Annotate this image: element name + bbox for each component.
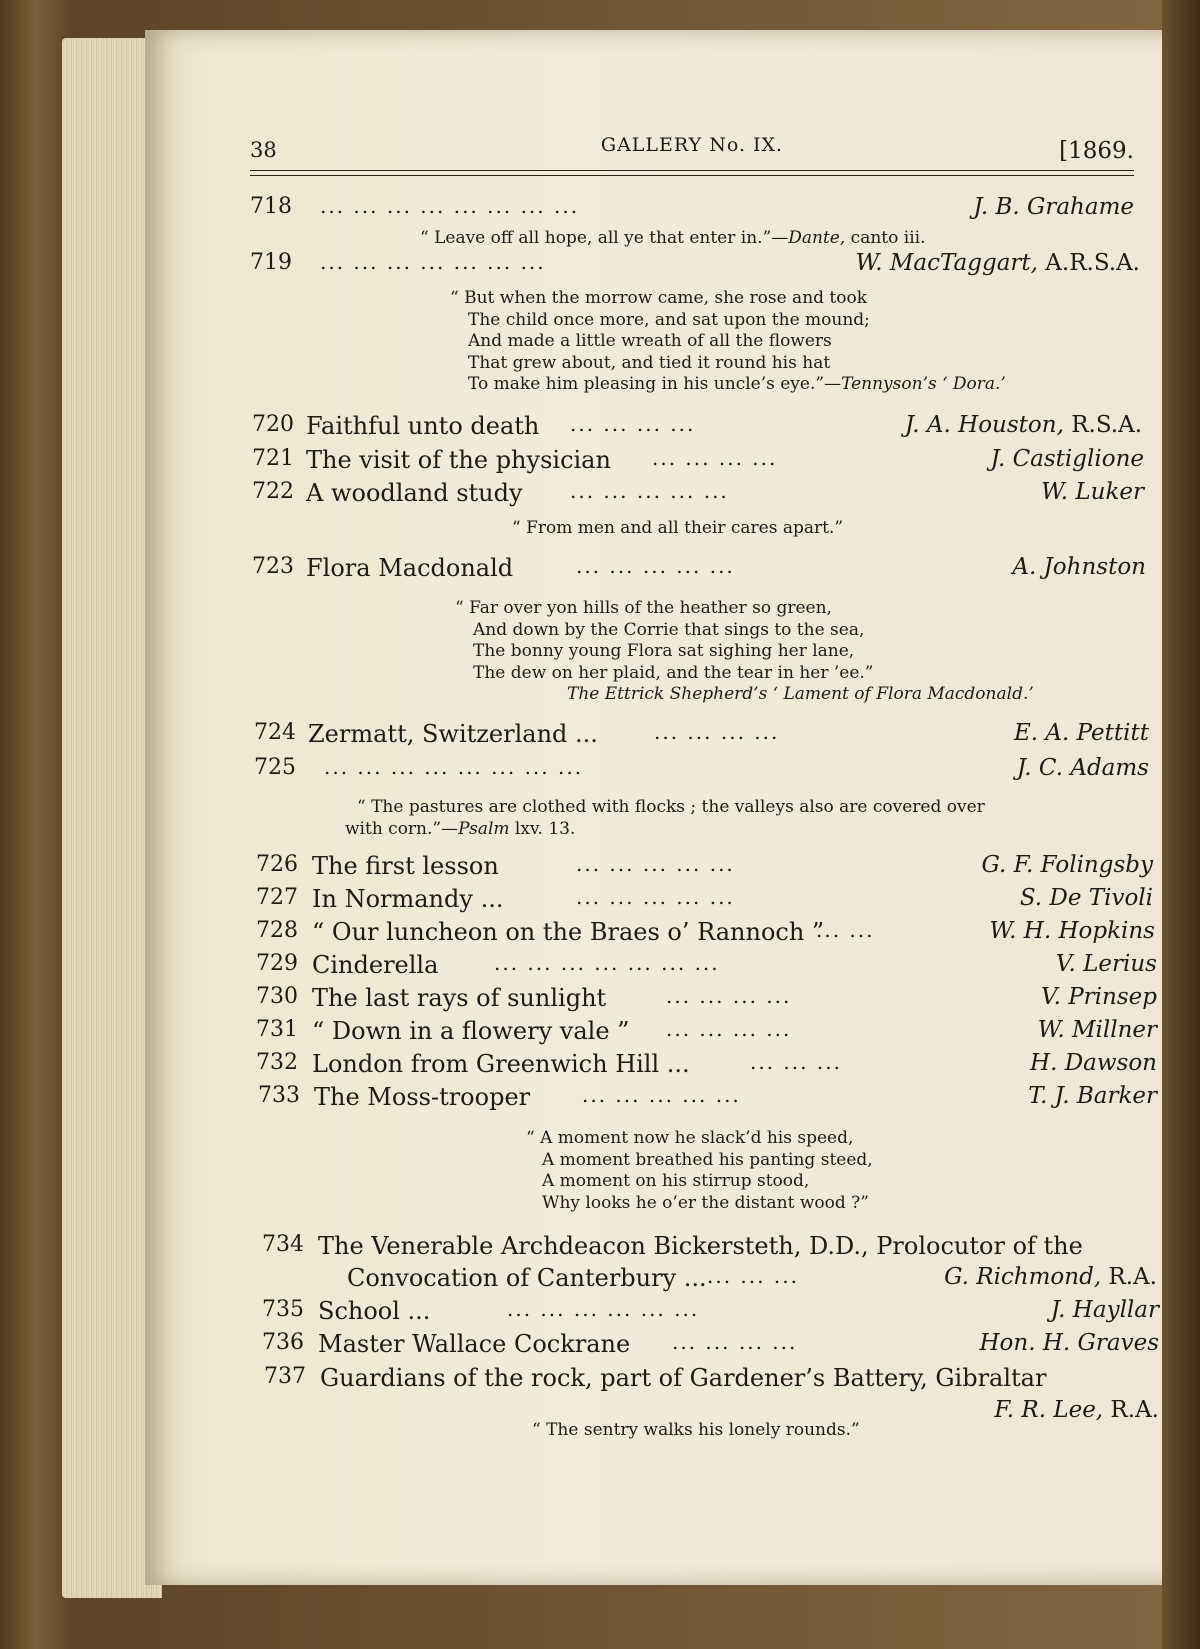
artist-name: E. A. Pettitt [1013, 720, 1149, 746]
painting-title: The Moss-trooper [314, 1083, 531, 1111]
artist-name: V. Lerius [1055, 951, 1157, 977]
artist-name: W. MacTaggart, A.R.S.A. [855, 250, 1140, 276]
leader-dots: ... ... ... ... [570, 412, 696, 436]
catalogue-entry [264, 1364, 1159, 1398]
entry-number: 728 [256, 918, 298, 943]
entry-number: 720 [252, 412, 294, 437]
leader-dots: ... ... ... ... ... [576, 852, 735, 876]
artist-name: Hon. H. Graves [979, 1330, 1159, 1356]
leader-dots: ... ... ... ... ... ... ... ... [324, 755, 584, 779]
quote-723: “ Far over yon hills of the heather so green, And down by the Corrie that sings to the sea, The bonny young Flora sat sighing her lane, The dew on her plaid, and the tear in her ’ee.” The Ettrick Shepherd’s ‘ Lament of Flora Macdonald.’ [455, 598, 1034, 704]
painting-title: The Venerable Archdeacon Bickersteth, D.D., Prolocutor of the [318, 1232, 1083, 1260]
leader-dots: ... ... ... ... ... [582, 1083, 741, 1107]
entry-number: 723 [252, 554, 294, 579]
artist-name: W. H. Hopkins [989, 918, 1155, 944]
entry-number: 729 [256, 951, 298, 976]
header-rule-bottom [250, 175, 1134, 176]
artist-name: W. Luker [1041, 479, 1144, 505]
artist-name: J. Hayllar [1050, 1297, 1159, 1323]
painting-title: The last rays of sunlight [312, 984, 607, 1012]
quote-733: “ A moment now he slack’d his speed, A moment breathed his panting steed, A moment on his stirrup stood, Why looks he o’er the distant wood ?” [526, 1128, 873, 1213]
entry-number: 731 [256, 1017, 298, 1042]
entry-number: 726 [256, 852, 298, 877]
artist-name: V. Prinsep [1041, 984, 1157, 1010]
header-rule-top [250, 170, 1134, 171]
catalogue-entry [252, 446, 1144, 480]
catalogue-entry [256, 885, 1153, 919]
leader-dots: ... ... ... ... ... ... ... [494, 951, 720, 975]
painting-title: Master Wallace Cockrane [318, 1330, 631, 1358]
artist-name: J. A. Houston, R.S.A. [904, 412, 1142, 438]
leader-dots: ... ... [816, 918, 875, 942]
artist-name: H. Dawson [1030, 1050, 1157, 1076]
quote-725: “ The pastures are clothed with flocks ; the valleys also are covered over with corn.”—Psalm lxv. 13. [345, 797, 985, 839]
painting-title: The first lesson [312, 852, 499, 880]
painting-title: Cinderella [312, 951, 439, 979]
painting-title: A woodland study [306, 479, 523, 507]
catalogue-entry [256, 984, 1157, 1018]
book-cover-edge [1162, 0, 1200, 1649]
catalogue-entry [254, 720, 1149, 754]
quote-737: “ The sentry walks his lonely rounds.” [532, 1420, 860, 1440]
leader-dots: ... ... ... ... [666, 1017, 792, 1041]
painting-title: Convocation of Canterbury ... [347, 1264, 707, 1292]
artist-name: S. De Tivoli [1019, 885, 1153, 911]
entry-number: 725 [254, 755, 296, 780]
catalogue-entry [250, 250, 1140, 284]
entry-number: 730 [256, 984, 298, 1009]
artist-name: G. F. Folingsby [981, 852, 1153, 878]
leader-dots: ... ... ... [750, 1050, 842, 1074]
entry-number: 735 [262, 1297, 304, 1322]
painting-title: Faithful unto death [306, 412, 540, 440]
catalogue-entry [262, 1297, 1159, 1331]
quote-719: “ But when the morrow came, she rose and took The child once more, and sat upon the mound; And made a little wreath of all the flowers That grew about, and tied it round his hat To make him pleasing in his uncle’s eye.”—Tennyson’s ‘ Dora.’ [450, 288, 1006, 394]
quote-718: “ Leave off all hope, all ye that enter in.”—Dante, canto iii. [420, 228, 926, 248]
entry-number: 721 [252, 446, 294, 471]
leader-dots: ... ... ... ... ... [576, 554, 735, 578]
artist-name: J. B. Grahame [973, 194, 1134, 220]
catalogue-entry-continued [262, 1264, 1157, 1298]
entry-number: 719 [250, 250, 292, 275]
quote-722: “ From men and all their cares apart.” [512, 518, 844, 538]
entry-number: 724 [254, 720, 296, 745]
leader-dots: ... ... ... ... [652, 446, 778, 470]
leader-dots: ... ... ... ... ... ... ... ... [320, 194, 580, 218]
entry-number: 718 [250, 194, 292, 219]
painting-title: Guardians of the rock, part of Gardener’s Battery, Gibraltar [320, 1364, 1047, 1392]
leader-dots: ... ... ... ... [654, 720, 780, 744]
catalogue-entry [252, 554, 1146, 588]
artist-name: J. C. Adams [1016, 755, 1149, 781]
catalogue-entry [250, 194, 1134, 228]
artist-name: J. Castiglione [990, 446, 1144, 472]
painting-title: The visit of the physician [306, 446, 611, 474]
catalogue-entry [256, 918, 1155, 952]
catalogue-entry [256, 951, 1157, 985]
page-header [250, 130, 1134, 166]
leader-dots: ... ... ... ... ... [570, 479, 729, 503]
catalogue-entry [256, 1050, 1157, 1084]
page-title: GALLERY No. IX. [600, 134, 784, 156]
artist-name: T. J. Barker [1028, 1083, 1157, 1109]
catalogue-entry [254, 755, 1149, 789]
catalogue-entry [262, 1232, 1157, 1266]
painting-title: School ... [318, 1297, 431, 1325]
catalogue-entry [256, 852, 1153, 886]
entry-number: 733 [258, 1083, 300, 1108]
entry-number: 736 [262, 1330, 304, 1355]
leader-dots: ... ... ... ... ... ... ... [320, 250, 546, 274]
catalogue-entry [262, 1330, 1159, 1364]
artist-name: W. Millner [1037, 1017, 1157, 1043]
entry-number: 727 [256, 885, 298, 910]
painting-title: London from Greenwich Hill ... [312, 1050, 690, 1078]
catalogue-entry [252, 412, 1142, 446]
artist-name: G. Richmond, R.A. [944, 1264, 1157, 1290]
leader-dots: ... ... ... ... ... [576, 885, 735, 909]
catalogue-entry [252, 479, 1144, 513]
year-marker: [1869. [1059, 138, 1134, 164]
catalogue-entry [256, 1017, 1157, 1051]
leader-dots: ... ... ... ... [672, 1330, 798, 1354]
artist-name: A. Johnston [1012, 554, 1146, 580]
entry-number: 734 [262, 1232, 304, 1257]
artist-name: F. R. Lee, R.A. [994, 1397, 1159, 1423]
painting-title: “ Our luncheon on the Braes o’ Rannoch ” [312, 918, 825, 946]
leader-dots: ... ... ... ... ... ... [507, 1297, 700, 1321]
painting-title: In Normandy ... [312, 885, 504, 913]
leader-dots: ... ... ... [707, 1264, 799, 1288]
entry-number: 722 [252, 479, 294, 504]
catalogue-entry [258, 1083, 1157, 1117]
painting-title: “ Down in a flowery vale ” [312, 1017, 630, 1045]
painting-title: Flora Macdonald [306, 554, 514, 582]
painting-title: Zermatt, Switzerland ... [308, 720, 598, 748]
entry-number: 737 [264, 1364, 306, 1389]
leader-dots: ... ... ... ... [666, 984, 792, 1008]
page-number: 38 [250, 138, 277, 162]
entry-number: 732 [256, 1050, 298, 1075]
